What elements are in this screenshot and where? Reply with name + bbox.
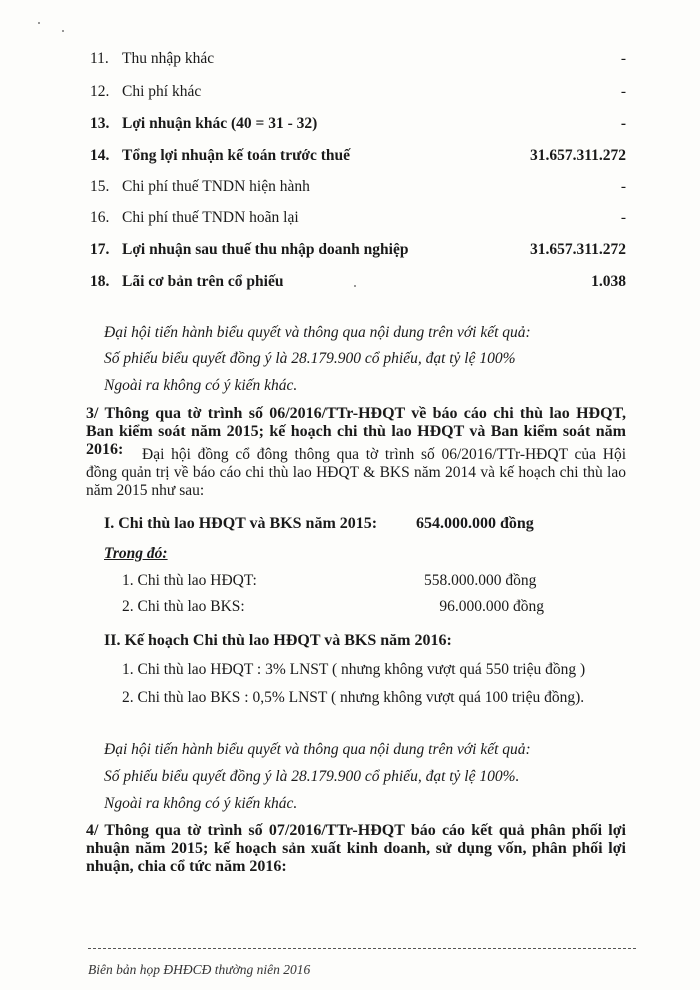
section-4-heading: 4/ Thông qua tờ trình số 07/2016/TTr-HĐQT báo cáo kết quả phân phối lợi nhuận năm 2015; kế hoạch sản xuất kinh doanh, sử dụng vốn, phân phối lợi nhuận, chia cổ tức năm 2016: <box>86 822 626 875</box>
row-value: 31.657.311.272 <box>529 147 626 164</box>
row-label: Lãi cơ bản trên cổ phiếu <box>122 273 284 290</box>
row-number: 16. <box>90 209 110 226</box>
section-3-intro: Đại hội đồng cổ đông thông qua tờ trình số 06/2016/TTr-HĐQT của Hội đồng quản trị về báo cáo chi thù lao HĐQT & BKS năm 2014 và kế hoạch chi thù lao năm 2015 như sau: <box>86 446 626 499</box>
part-2-item: 2. Chi thù lao BKS : 0,5% LNST ( nhưng không vượt quá 100 triệu đồng). <box>122 689 585 706</box>
row-number: 14. <box>90 147 110 164</box>
row-value: 1.038 <box>591 273 626 290</box>
row-value: - <box>620 115 626 132</box>
row-value: - <box>620 209 626 226</box>
part-1-item-value: 558.000.000 đồng <box>424 572 537 589</box>
row-label: Chi phí thuế TNDN hiện hành <box>122 178 310 195</box>
vote-result-line: Ngoài ra không có ý kiến khác. <box>104 377 298 394</box>
row-label: Lợi nhuận khác (40 = 31 - 32) <box>122 115 318 132</box>
vote-result-line: Số phiếu biểu quyết đồng ý là 28.179.900 cổ phiếu, đạt tỷ lệ 100% <box>104 350 516 367</box>
row-label: Chi phí thuế TNDN hoãn lại <box>122 209 299 226</box>
scan-speck <box>62 30 64 32</box>
vote-result-line: Đại hội tiến hành biểu quyết và thông qua nội dung trên với kết quả: <box>104 324 531 341</box>
part-1-total: 654.000.000 đồng <box>416 515 534 532</box>
row-label: Chi phí khác <box>122 83 202 100</box>
part-1-item-value: 96.000.000 đồng <box>439 598 544 615</box>
row-number: 17. <box>90 241 110 258</box>
row-value: - <box>620 83 626 100</box>
part-1-item-label: 2. Chi thù lao BKS: <box>122 598 245 615</box>
row-label: Lợi nhuận sau thuế thu nhập doanh nghiệp <box>122 241 409 258</box>
row-value: 31.657.311.272 <box>529 241 626 258</box>
row-number: 13. <box>90 115 110 132</box>
row-number: 12. <box>90 83 110 100</box>
vote-result-line: Đại hội tiến hành biểu quyết và thông qua nội dung trên với kết quả: <box>104 741 531 758</box>
vote-result-line: Ngoài ra không có ý kiến khác. <box>104 795 298 812</box>
footer-text: Biên bản họp ĐHĐCĐ thường niên 2016 <box>88 962 311 977</box>
row-label: Thu nhập khác <box>122 50 215 67</box>
trong-do-label: Trong đó: <box>104 545 168 562</box>
part-1-title: I. Chi thù lao HĐQT và BKS năm 2015: <box>104 515 378 532</box>
scan-speck <box>38 22 40 24</box>
row-number: 18. <box>90 273 110 290</box>
footer-divider <box>88 948 636 949</box>
scan-speck <box>354 285 356 287</box>
part-2-item: 1. Chi thù lao HĐQT : 3% LNST ( nhưng không vượt quá 550 triệu đồng ) <box>122 661 586 678</box>
row-label: Tổng lợi nhuận kế toán trước thuế <box>122 147 351 164</box>
row-value: - <box>620 178 626 195</box>
part-1-item-label: 1. Chi thù lao HĐQT: <box>122 572 257 589</box>
row-number: 15. <box>90 178 110 195</box>
row-number: 11. <box>90 50 109 67</box>
part-2-title: II. Kế hoạch Chi thù lao HĐQT và BKS năm 2016: <box>104 632 452 649</box>
row-value: - <box>620 50 626 67</box>
section-3-heading: 3/ Thông qua tờ trình số 06/2016/TTr-HĐQT về báo cáo chi thù lao HĐQT, Ban kiểm soát năm 2015; kế hoạch chi thù lao HĐQT và Ban kiểm soát năm 2016: <box>86 405 626 458</box>
vote-result-line: Số phiếu biểu quyết đồng ý là 28.179.900 cổ phiếu, đạt tỷ lệ 100%. <box>104 768 520 785</box>
